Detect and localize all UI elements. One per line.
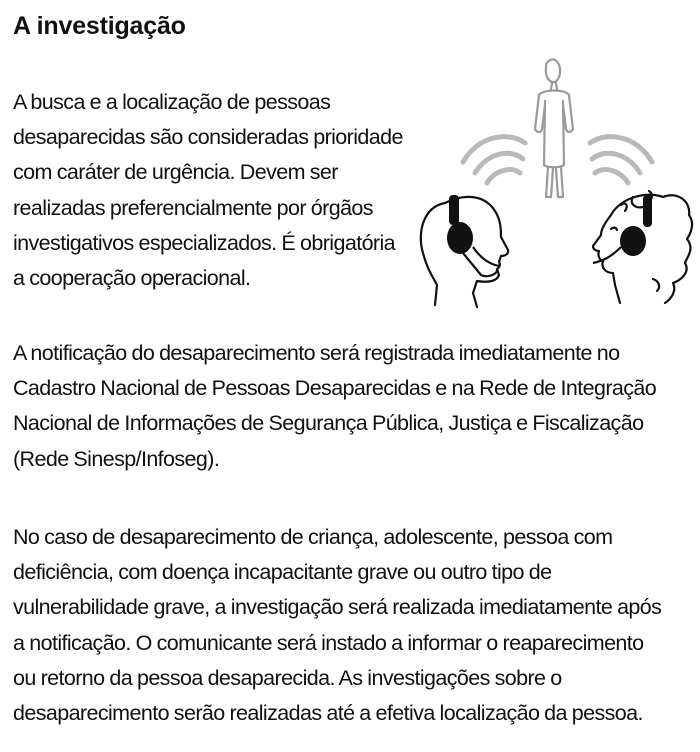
text-line: ou retorno da pessoa desaparecida. As investigações sobre o bbox=[13, 665, 562, 690]
text-line: realizadas preferencialmente por órgãos bbox=[13, 195, 373, 220]
intro-paragraph bbox=[13, 85, 413, 296]
text-line: deficiência, com doença incapacitante grave ou outro tipo de bbox=[13, 560, 552, 585]
text-line: desaparecidas são consideradas prioridade bbox=[13, 125, 403, 150]
text-line: Cadastro Nacional de Pessoas Desaparecidas e na Rede de Integração bbox=[13, 376, 657, 401]
text-line: com caráter de urgência. Devem ser bbox=[13, 160, 338, 185]
headset-operators-missing-person-icon bbox=[415, 55, 700, 310]
missing-person-figure bbox=[535, 60, 573, 197]
text-line: Nacional de Informações de Segurança Pública, Justiça e Fiscalização bbox=[13, 411, 644, 436]
section-title: A investigação bbox=[13, 12, 186, 40]
text-line: a notificação. O comunicante será instado a informar o reaparecimento bbox=[13, 630, 644, 655]
text-line: (Rede Sinesp/Infoseg). bbox=[13, 446, 220, 471]
text-line: No caso de desaparecimento de criança, adolescente, pessoa com bbox=[13, 525, 613, 549]
text-line: a cooperação operacional. bbox=[13, 266, 251, 291]
text-line: A notificação do desaparecimento será registrada imediatamente no bbox=[13, 341, 620, 365]
text-line: A busca e a localização de pessoas bbox=[13, 90, 331, 114]
notification-paragraph bbox=[13, 336, 700, 477]
text-line: desaparecimento serão realizadas até a efetiva localização da pessoa. bbox=[13, 701, 643, 726]
text-line: investigativos especializados. É obrigatória bbox=[13, 230, 396, 255]
text-line: vulnerabilidade grave, a investigação será realizada imediatamente após bbox=[13, 595, 662, 620]
vulnerable-cases-paragraph bbox=[13, 520, 700, 731]
